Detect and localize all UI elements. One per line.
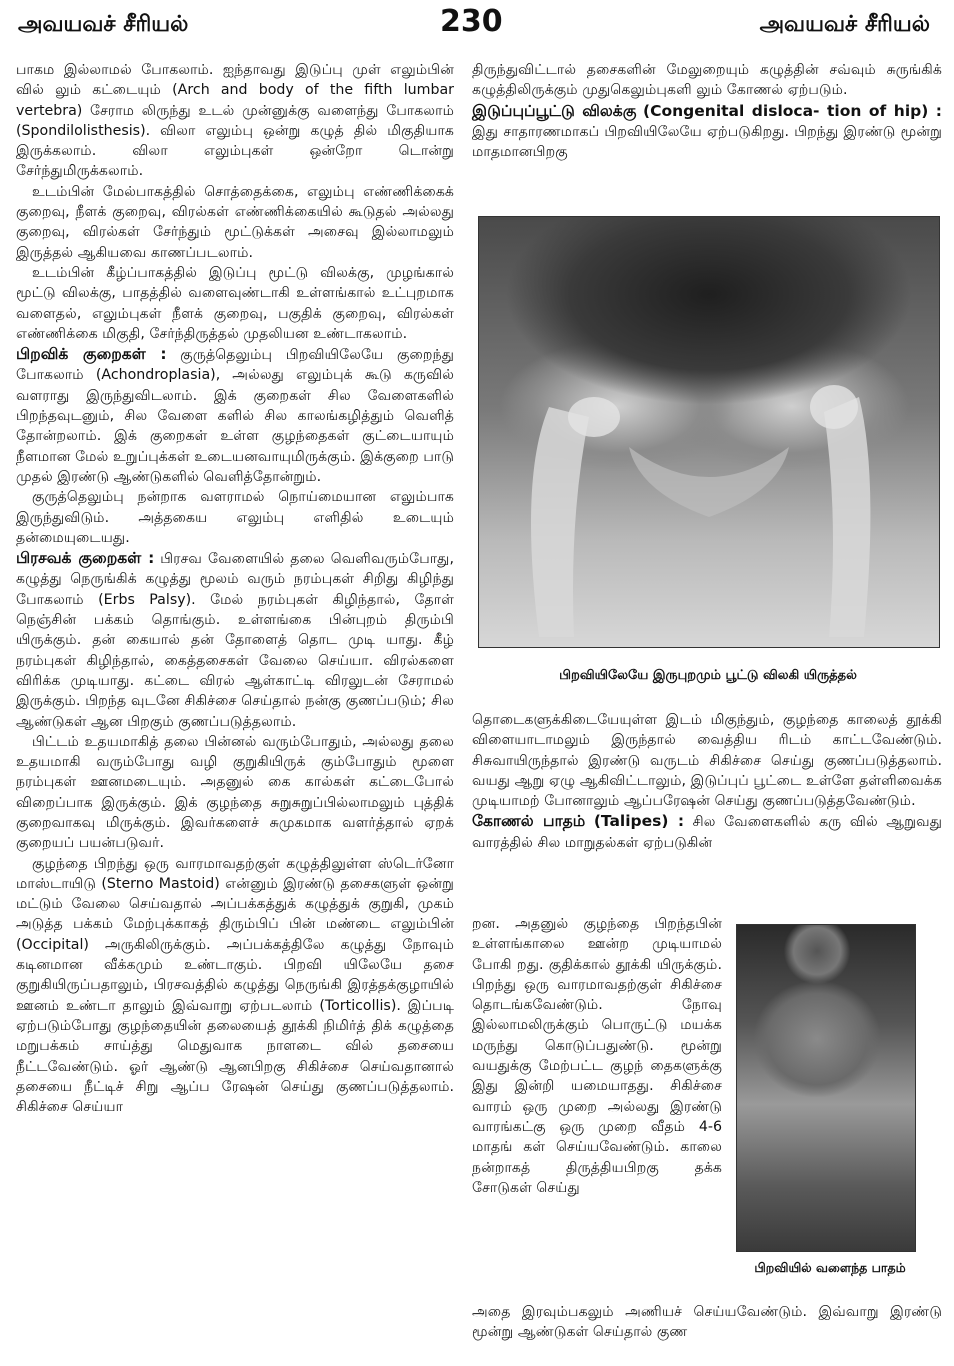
- left-femur-shape: [531, 407, 589, 637]
- paragraph: அதை இரவும்பகலும் அணியச் செய்யவேண்டும். இவ்வாறு இரண்டு மூன்று ஆண்டுகள் செய்தால் குண: [472, 1304, 942, 1341]
- section-heading-english: (Talipes) :: [593, 812, 685, 831]
- section-talipes: [472, 811, 942, 853]
- section-birth-defects: [16, 344, 454, 487]
- running-title-left: அவயவச் சீரியல்: [18, 12, 189, 37]
- paragraph: றன. அதனுல் குழந்தை பிறந்தபின் உள்ளங்காலை ஊன்ற முடியாமல் போகி றது. குதிக்கால் தூக்கி யிருக்கும். பிறந்து ஒரு வாரமாவதற்குள் சிகிச்சை தொடங்கவேண்டும். நோவு இல்லாமலிருக்கும் பொருட்டு மயக்க மருந்து கொடுப்பதுண்டு. மூன்று வயதுக்கு மேற்பட்ட குழந் தைகளுக்கு இது இன்றி யமையாதது. சிகிச்சை வாரம் ஒரு முறை அல்லது இரண்டு வாரங்கட்கு ஒரு முறை வீதம் 4-6 மாதங் கள் செய்யவேண்டும். காலை நன்றாகத் திருத்தியபிறகு தக்க சோடுகள் செய்து: [472, 916, 722, 1196]
- paragraph: உடம்பின் கீழ்ப்பாகத்தில் இடுப்பு மூட்டு விலக்கு, முழங்கால் மூட்டு விலக்கு, பாதத்தில் வளைவுண்டாகி உள்ளங்கால் உட்புறமாக வளைதல், எலும்புகள் நீளக் குறைவு, பகுதிக் குறைவு, விரல்கள் எண்ணிக்கை மிகுதி, சேர்ந்திருத்தல் முதலியன உண்டாகலாம்.: [16, 264, 454, 342]
- paragraph: பாகம இல்லாமல் போகலாம். ஐந்தாவது இடுப்பு முள் எலும்பின் வில் லும் கட்டையும் (Arch and body of the fifth lumbar vertebra) சேராம லிருந்து உடல் முன்னுக்கு வளைந்து போகலாம் (Spondilolisthesis). விலா எலும்பு ஒன்று கழுத் தில் மிகுதியாக இருக்கலாம். விலா எலும்புகள் ஒன்றோ டொன்று சேர்ந்துமிருக்கலாம்.: [16, 62, 454, 180]
- xray-hip-image: [478, 216, 940, 648]
- left-column: [16, 60, 454, 1117]
- figure-caption: பிறவியிலேயே இருபுறமும் பூட்டு விலகி யிருத்தல்: [559, 668, 857, 683]
- section-body: இது சாதாரணமாகப் பிறவியிலேயே ஏற்படுகிறது. பிறந்து இரண்டு மூன்று மாதமானபிறகு: [472, 123, 942, 161]
- paragraph: திருந்துவிட்டால் தசைகளின் மேலுறையும் கழுத்தின் சவ்வும் சுருங்கிக் கழுத்திலிருக்கும் முதுகெலும்புகளி லும் கோணல் ஏற்படும்.: [472, 62, 942, 99]
- paragraph: குருத்தெலும்பு நன்றாக வளராமல் நொய்மையான எலும்பாக இருந்துவிடும். அத்தகைய எலும்பு எளிதில் உடையும் தன்மையுடையது.: [16, 489, 454, 546]
- xray-bones-drawing: [479, 217, 939, 647]
- right-column-middle: [472, 710, 942, 853]
- paragraph: பிட்டம் உதயமாகித் தலை பின்னல் வரும்போதும், அல்லது தலை உதயமாகி வரும்போது வழி குறுகியிருக் கும்போதும் மூளை நரம்புகள் ஊனமடையும். அதனுல் கை கால்கள் கட்டைபோல் விறைப்பாக இருக்கும். இக் குழந்தை சுறுசுறுப்பில்லாமலும் புத்திக் குறைவாகவு மிருக்கும். இவர்களைச் சுமுகமாக வளர்த்தால் ஏறக் குறையப் பயன்படுவர்.: [16, 733, 454, 852]
- section-heading: இடுப்புப்பூட்டு விலக்கு: [472, 101, 637, 120]
- right-femur-shape: [824, 397, 870, 637]
- paragraph: குழந்தை பிறந்து ஒரு வாரமாவதற்குள் கழுத்திலுள்ள ஸ்டெர்னோ மாஸ்டாயிடு (Sterno Mastoid) என்னும் இரண்டு தசைகளுள் ஒன்று மட்டும் வேலை செய்வதால் அப்பக்கத்துக் கழுத்துக் குறுகி, முகம் அடுத்த பக்கம் மேற்புக்காகத் திரும்பிப் பின் மண்டை எலும்பின் (Occipital) அருகிலிருக்கும். அப்பக்கத்திலே கழுத்து நோவும் கடினமான வீக்கமும் உண்டாகும். பிறவி யிலேயே தசை குறுகியிருப்பதாலும், பிரசவத்தில் கழுத்து நெருங்கி இரத்தக்குழாயில் ஊனம் உண்டா தாலும் இவ்வாறு ஏற்படலாம் (Torticollis). இப்படி ஏற்படும்போது குழந்தையின் தலையைத் தூக்கி நிமிர்த் திக் கழுத்தை மறுபக்கம் சாய்த்து மெதுவாக நாளடை வில் தசையை நீட்டவேண்டும். ஓர் ஆண்டு ஆனபிறகு சிகிச்சை செய்வதானால் தசையை நீட்டிச் சிறு ஆப்ப ரேஷன் செய்து குணப்படுத்தலாம். சிகிச்சை செய்யா: [16, 855, 454, 1116]
- paragraph: உடம்பின் மேல்பாகத்தில் சொத்தைக்கை, எலும்பு எண்ணிக்கைக் குறைவு, நீளக் குறைவு, விரல்கள் எண்ணிக்கையில் கூடுதல் அல்லது குறைவு, விரல்கள் சேர்ந்தும் மூட்டுக்கள் அசைவு இல்லாமலும் இருத்தல் ஆகியவை காணப்படலாம்.: [16, 183, 454, 261]
- right-column-narrow: [472, 914, 722, 1198]
- club-foot-photo: [736, 924, 916, 1252]
- paragraph: தொடைகளுக்கிடையேயுள்ள இடம் மிகுந்தும், குழந்தை காலைத் தூக்கி விளையாடாமலும் இருந்தால் வைத்திய ரிடம் காட்டவேண்டும். சிசுவாயிருந்தால் இரண்டு வருடம் சிகிச்சை செய்து குணப்படுத்தலாம். வயது ஆறு ஏழு ஆகிவிட்டாலும், இடுப்புப் பூட்டை உள்ளே தள்ளிவைக்க முடியாமற் போனாலும் ஆப்பரேஷன் செய்து குணப்படுத்தவேண்டும்.: [472, 712, 942, 810]
- figure-caption: பிறவியில் வளைந்த பாதம்: [754, 1260, 906, 1275]
- page-header: [0, 0, 954, 60]
- section-body: பிரசவ வேளையில் தலை வெளிவரும்போது, கழுத்து நெருங்கிக் கழுத்து மூலம் வரும் நரம்புகள் சிறிது கிழிந்து போகலாம் (Erbs Palsy). மேல் நரம்புகள் கிழிந்தால், தோள் நெஞ்சின் பக்கம் தொங்கும். உள்ளங்கை பின்புறம் திரும்பி யிருக்கும். தன் கையால் தன் தோளைத் தொட முடி யாது. கீழ் நரம்புகள் கிழிந்தால், கைத்தசைகள் வேலை செய்யா. விரல்களை விரிக்க முடியாது. கட்டை விரல் ஆள்காட்டி விரலுடன் சேராமல் இருக்கும். பிறந்த வுடனே சிகிச்சை செய்தால் நன்கு குணப்படும்; சில ஆண்டுகள் ஆன பிறகும் குணப்படுத்தலாம்.: [16, 551, 454, 730]
- section-heading: பிறவிக் குறைகள் :: [16, 345, 167, 364]
- right-column-bottom: [472, 1302, 942, 1343]
- page-number: 230: [440, 4, 503, 39]
- section-heading-english: (Congenital disloca- tion of hip) :: [643, 101, 943, 120]
- section-body: குருத்தெலும்பு பிறவியிலேயே குறைந்து போகலாம் (Achondroplasia), அல்லது எலும்புக் கூடு கருவில் வளராது இருந்துவிடலாம். இக் குறைகள் சில வேளைகளில் பிறந்தவுடனும், சில வேளை களில் சில காலங்கழித்தும் வெளித் தோன்றலாம். இக் குறைகள் உள்ள குழந்தைகள் குட்டையாயும் நீளமான மேல் உறுப்புக்கள் உடையனவாயுமிருக்கும். இக்குறை பாடு முதல் இரண்டு ஆண்டுகளில் வெளித்தோன்றும்.: [16, 347, 454, 485]
- section-heading: பிரசவக் குறைகள் :: [16, 549, 155, 568]
- section-delivery-defects: [16, 548, 454, 732]
- right-femoral-head: [810, 385, 858, 429]
- section-heading: கோணல் பாதம்: [472, 812, 586, 831]
- section-body: சில வேளைகளில் கரு வில் ஆறுவது வாரத்தில் சில மாறுதல்கள் ஏற்படுகின்: [472, 814, 942, 851]
- section-hip-dislocation: [472, 101, 942, 163]
- left-femoral-head: [568, 397, 620, 437]
- running-title-right: அவயவச் சீரியல்: [759, 12, 930, 37]
- right-column-top: [472, 60, 942, 162]
- pubic-arch: [629, 447, 789, 517]
